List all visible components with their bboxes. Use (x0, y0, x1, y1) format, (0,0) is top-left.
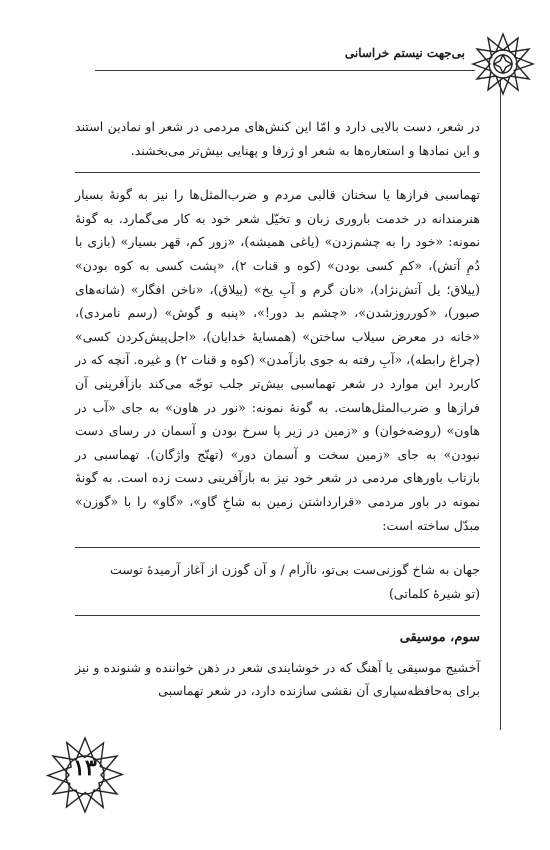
page-body (75, 115, 480, 713)
paragraph-text: تهماسبی فرازها یا سخنان قالبی مردم و ضرب‌المثل‌ها را نیز به گونهٔ بسیار هنرمندانه در خدمت باروری زبان و تخیّل شعر خود به کار می‌گمارد. به گونهٔ نمونه: «خود را به چشم‌زدن» (یاغی همیشه)، «زور کم، قهر بسیار» (بازی با دُمِ آتش)، «کمِ کسی بودن» (کوه و قنات ۲)، «پشت کسی به کوه بودن» (ییلاق؛ یل آتش‌نژاد)، «نان گرم و آبِ یخ» (ییلاق)، «ناخن افگار» (شانه‌های صبور)، «کورروزشدن»، «چشم بد دور!»، «پنبه و گوش» (رسم نامردی)، «خانه در معرض سیلاب ساختن» (همسایهٔ خدایان)، «اجل‌پیش‌کردن کسی» (چراغ رابطه)، «آبِ رفته به جوی بازآمدن» (کوه و قنات ۲) و غیره. آنچه که در کاربرد این موارد در شعر تهماسبی بیش‌تر جلب توجّه می‌کند بازآفرینی آن فرازها و ضرب‌المثل‌هاست. به گونهٔ نمونه: «نور در هاون» به جای «آب در هاون» (روضه‌خوان) و «زمین در زیر پا سرخ بودن و آسمان در رسای دست نبودن» به جای «زمین سخت و آسمان دور» (تهنّج واژگان). تهماسبی در بازتاب باورهای مردمی در شعر خود نیز به بازآفرینی دست زده است. به گونهٔ نمونه در باور مردمی «قرارداشتن زمین به شاخِ گاو»، «گاو» را با «گوزن» مبدّل ساخته است: (75, 187, 480, 533)
quote-source: (تو شیرهٔ کلماتی) (388, 585, 480, 601)
margin-rule (500, 80, 501, 730)
paragraph-2 (75, 183, 480, 537)
paragraph-1 (75, 115, 480, 162)
rosette-ornament-icon (467, 28, 539, 100)
separator-rule (75, 172, 480, 173)
page-number: ۱۳ (73, 755, 97, 781)
paragraph-text: آخشیج موسیقی یا آهنگ که در خوشایندی شعر در ذهن خواننده و شنونده و نیز برای به‌حافظه‌سپاری آن نقشی سازنده دارد، در شعر تهماسبی (75, 659, 480, 699)
quote-line: جهان به شاخ گوزنی‌ست بی‌تو، ناآرام / و آن گوزن از آغاز آرمیدهٔ توست (109, 562, 480, 578)
section-title: سوم، موسیقی (399, 630, 480, 646)
paragraph-text: در شعر، دست بالایی دارد و امّا این کنش‌های مردمی در شعر او نمادین استند و این نمادها و استعاره‌ها به شعر او ژرفا و پهنایی بیش‌تر می‌بخشند. (75, 119, 480, 158)
running-head: بی‌جهت نیستم خراسانی (344, 46, 465, 60)
header-rule (95, 70, 475, 71)
separator-rule (75, 547, 480, 548)
separator-rule (75, 615, 480, 616)
paragraph-3 (75, 656, 480, 703)
poem-quote (75, 558, 480, 605)
